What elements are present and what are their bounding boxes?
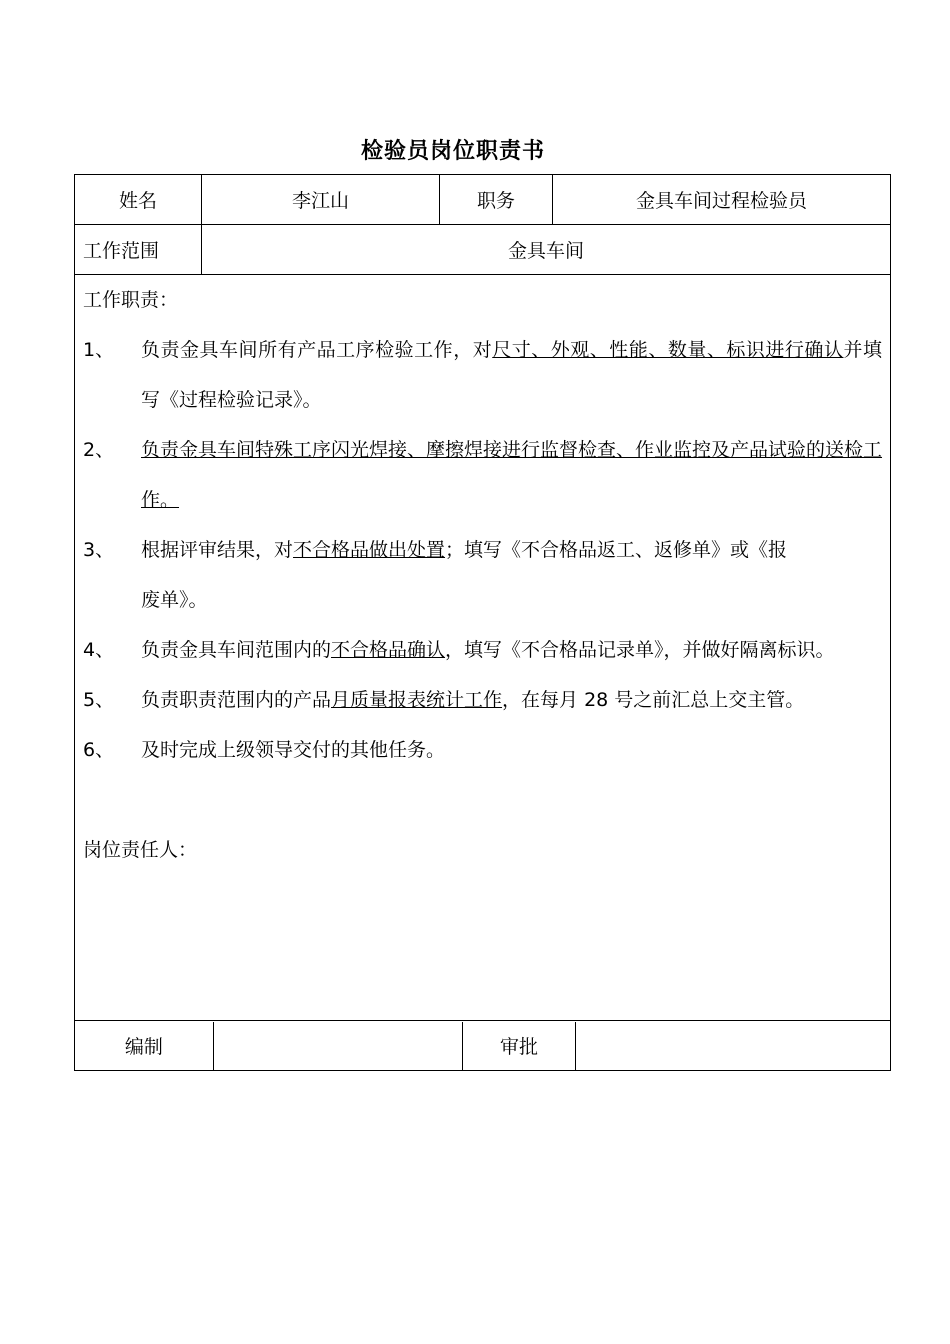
- document-title: 检验员岗位职责书: [360, 139, 545, 164]
- duty-phrase: 并填写《过程检验记录》。: [141, 339, 882, 411]
- header-row: [75, 175, 891, 225]
- scope-value: 金具车间: [202, 225, 891, 275]
- duty-phrase: ，在每月 28 号之前汇总上交主管。: [502, 689, 805, 711]
- duty-phrase: 负责职责范围内的产品: [141, 689, 332, 711]
- signoff-table: [75, 1022, 890, 1070]
- duty-number: 2、: [83, 439, 115, 461]
- duty-text: [141, 325, 882, 425]
- underlined-phrase: 不合格品做出处置: [293, 539, 446, 561]
- duty-text: [141, 725, 882, 775]
- duties-heading: 工作职责：: [83, 289, 179, 311]
- duty-number: 4、: [83, 639, 115, 661]
- scope-label: 工作范围: [75, 225, 202, 275]
- duty-text: [141, 675, 882, 725]
- prepared-value[interactable]: [213, 1022, 462, 1070]
- underlined-phrase: 尺寸、外观、性能、数量、标识进行确认: [492, 339, 844, 361]
- position-label: 职务: [440, 175, 553, 225]
- duty-item: [83, 525, 882, 625]
- prepared-label: 编制: [75, 1022, 213, 1070]
- duty-phrase: ，填写《不合格品记录单》，并做好隔离标识。: [445, 639, 835, 661]
- duty-item: [83, 725, 882, 775]
- approved-value[interactable]: [576, 1022, 890, 1070]
- duty-phrase: 根据评审结果，对: [141, 539, 294, 561]
- duty-phrase: 及时完成上级领导交付的其他任务。: [141, 739, 446, 761]
- responsibility-form: [74, 174, 891, 1071]
- duty-item: [83, 425, 882, 525]
- duty-text: [141, 525, 882, 625]
- name-label: 姓名: [75, 175, 202, 225]
- duty-phrase: 负责金具车间所有产品工序检验工作，对: [141, 339, 493, 361]
- scope-row: [75, 225, 891, 275]
- duties-row: [75, 275, 891, 1021]
- duty-text: [141, 425, 882, 525]
- underlined-phrase: 月质量报表统计工作: [331, 689, 503, 711]
- duty-item: [83, 325, 882, 425]
- name-value: 李江山: [202, 175, 440, 225]
- duty-list: [83, 325, 882, 775]
- duty-phrase: ；填写《不合格品返工、返修单》或《报: [445, 539, 788, 561]
- duty-phrase: 负责金具车间范围内的: [141, 639, 332, 661]
- duty-number: 5、: [83, 689, 115, 711]
- duty-number: 3、: [83, 539, 115, 561]
- duty-item: [83, 675, 882, 725]
- duties-cell: [75, 275, 891, 1021]
- responsible-person-label: 岗位责任人：: [83, 839, 198, 861]
- duty-number: 6、: [83, 739, 115, 761]
- duty-item: [83, 625, 882, 675]
- footer-cell: [75, 1021, 891, 1071]
- footer-row: [75, 1021, 891, 1071]
- blank-spacer: [83, 775, 882, 825]
- position-value: 金具车间过程检验员: [553, 175, 891, 225]
- duty-number: 1、: [83, 339, 115, 361]
- duty-text: [141, 625, 882, 675]
- underlined-phrase: 负责金具车间特殊工序闪光焊接、摩擦焊接进行监督检查、作业监控及产品试验的送检工作。: [141, 439, 883, 511]
- underlined-phrase: 不合格品确认: [331, 639, 446, 661]
- duty-phrase: 废单》。: [141, 589, 208, 611]
- approved-label: 审批: [462, 1022, 575, 1070]
